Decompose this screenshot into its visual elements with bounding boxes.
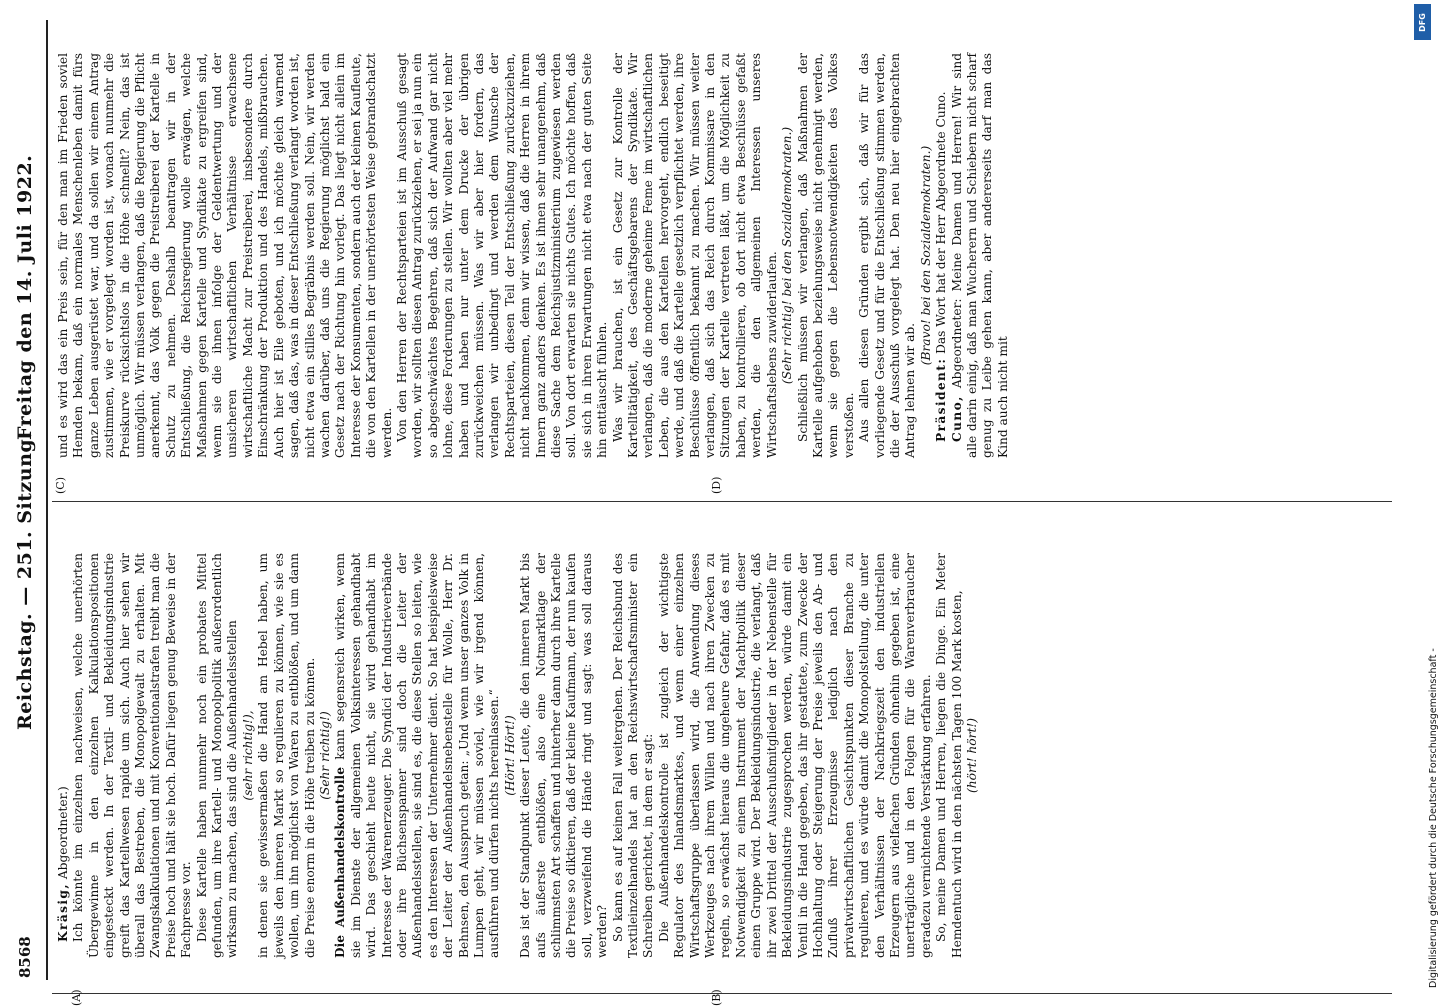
interjection: (Sehr richtig! bei den Sozialdemokraten.) [780, 126, 795, 385]
body-paragraph: So, meine Damen und Herren, liegen die Dinge. Ein Meter Hemdentuch wird in den nächsten Tagen 100 Mark kosten, [934, 553, 964, 958]
body-paragraph: Das ist der Standpunkt dieser Leute, die den inneren Markt bis aufs äußerste entblößen, also eine Notmarktlage der schlimmsten Art schaffen und hinterher dann durch ihre Kartelle die Preise so diktieren, daß der kleine Kaufmann, der nun kaufen soll, verzweifelnd die Hände ringt und sagt: was soll daraus werden? [518, 553, 610, 958]
speaker-paragraph [56, 553, 71, 958]
speaker-text: Das Wort hat der Herr Abgeordnete Cuno. [934, 91, 949, 358]
right-column [56, 53, 1396, 458]
body-paragraph: Die Außenhandelskontrolle kann segensreich wirken, wenn sie im Dienste der allgemeinen Volksinteressen gehandhabt wird. Das geschieht heute nicht, sie wird gehandhabt im Interesse der Warenerzeuger. Die Syndici der Industrieverbände oder ihre Büchsenspanner sind doch die Leiter der Außenhandelsstellen, sie sind es, die diese Stellen so leiten, wie es den Interessen der Unternehmer dient. So hat beispielsweise der Leiter der Außenhandelsnebenstelle für Wolle, Herr Dr. Behnsen, den Ausspruch getan: „Und wenn unser ganzes Volk in Lumpen geht, wir müssen soviel, wie wir irgend können, ausführen und dürfen nichts hereinlassen.“ [333, 553, 502, 958]
bold-lead: Die Außenhandelskontrolle [333, 767, 348, 958]
body-paragraph: Von den Herren der Rechtsparteien ist im Ausschuß gesagt worden, wir sollten diesen Antrag zurückziehen, er sei ja nun ein so abgeschwächtes Begehren, daß sich der Aufwand gar nicht lohne, diese Forderungen zu stellen. Wir wollten aber viel mehr haben und haben nur unter dem Drucke der übrigen zurückweichen müssen. Was wir aber hier fordern, das verlangen wir unbedingt und werden dem Wunsche der Rechtsparteien, diesen Teil der Entschließung zurückzuziehen, nicht nachkommen, denn wir wissen, daß die Herren in ihrem Innern ganz anders denken. Es ist ihnen sehr unangenehm, daß diese Sache dem Reichsjustizministerium zugewiesen werden soll. Von dort erwarten sie nichts Gutes. Ich möchte hoffen, daß sie sich in ihren Erwartungen nicht etwa nach der guten Seite hin enttäuscht fühlen. [394, 53, 610, 458]
speaker-paragraph [934, 53, 949, 458]
column-divider [52, 501, 1392, 502]
interjection: (sehr richtig!), [240, 710, 255, 801]
body-paragraph: Die Außenhandelskontrolle ist zugleich der wichtigste Regulator des Inlandsmarktes, und wenn einer einzelnen Wirtschaftsgruppe überlassen wird, die Anwendung dieses Werkzeuges nach ihrem Willen und nach ihren Zwecken zu regeln, so erwächst hieraus die ungeheure Gefahr, daß es mit Notwendigkeit zu einem Instrument der Machtpolitik dieser einen Gruppe wird. Der Bekleidungsindustrie, die verlangt, daß ihr zwei Drittel der Ausschußmitglieder in der Nebenstelle für Bekleidungsindustrie zugesprochen werden, würde damit ein Ventil in die Hand gegeben, das ihr gestattete, zum Zwecke der Hochhaltung oder Steigerung der Preise jeweils den Ab- und Zufluß ihrer Erzeugnisse lediglich nach den privatwirtschaftlichen Gesichtspunkten dieser Branche zu regulieren, und es würde damit die Monopolstellung, die unter den Verhältnissen der Nachkriegszeit den industriellen Erzeugern aus vielfachen Gründen ohnehin gegeben ist, eine unerträgliche und in den Folgen für die Warenverbraucher geradezu vernichtende Verstärkung erfahren. [656, 553, 933, 958]
speaker-text: Abgeordneter.) [56, 786, 70, 884]
body-paragraph: So kann es auf keinen Fall weitergehen. Der Reichsbund des Textileinzelhandels hat an den Reichswirtschaftsminister ein Schreiben gerichtet, in dem er sagt: [610, 553, 656, 958]
speaker-text: Abgeordneter: Meine Damen und Herren! Wir sind alle darin einig, daß man Wucherern und Schiebern nicht scharf genug zu Leibe gehen kann, aber andererseits darf man das Kind auch nicht mit [949, 53, 1010, 458]
margin-mark-d: (D) [710, 476, 723, 494]
margin-mark-a: (A) [70, 989, 83, 1006]
speaker-paragraph [950, 53, 1012, 458]
speaker-name: Kräsig, [56, 883, 70, 942]
body-paragraph: und es wird das ein Preis sein, für den man im Frieden soviel Hemden bekam, daß ein normales Menschenleben damit fürs ganze Leben ausgerüstet war, und da sollen wir einem Antrag zustimmen, wie er vorgelegt worden ist, wonach nunmehr die Preiskurve rücksichtslos in die Höhe schnellt? Nein, das ist unmöglich. Wir müssen verlangen, daß die Regierung die Pflicht anerkennt, das Volk gegen die Preistreiberei der Kartelle in Schutz zu nehmen. Deshalb beantragen wir in der Entschließung, die Reichsregierung wolle erwägen, welche Maßnahmen gegen Kartelle und Syndikate zu ergreifen sind, wenn sie die ihnen infolge der Geldentwertung und der unsicheren wirtschaftlichen Verhältnisse erwachsene wirtschaftliche Macht zur Preistreiberei, insbesondere durch Einschränkung der Produktion und des Handels, mißbrauchen. Auch hier ist Eile geboten, und ich möchte gleich warnend sagen, daß das, was in dieser Entschließung verlangt worden ist, nicht etwa ein stilles Begräbnis werden soll. Nein, wir werden wachen darüber, daß uns die Regierung möglichst bald ein Gesetz nach der Richtung hin vorlegt. Das liegt nicht allein im Interesse der Konsumenten, sondern auch der kleinen Kaufleute, die von den Kartellen in der unerhörtesten Weise gebrandschatzt werden. [56, 53, 394, 458]
margin-mark-b: (B) [710, 989, 723, 1006]
page-number: 8568 [16, 936, 34, 978]
dfg-logo: DFG [1414, 4, 1431, 40]
margin-mark-c: (C) [54, 477, 67, 494]
page-header [10, 20, 48, 980]
body-paragraph: Aus allen diesen Gründen ergibt sich, daß wir für das vorliegende Gesetz und für die Entschließung stimmen werden, die der Ausschuß vorgelegt hat. Den neu hier eingebrachten Antrag lehnen wir ab. [857, 53, 918, 458]
interjection: (Hört! Hört!) [502, 715, 517, 796]
left-column [56, 553, 1396, 958]
digitization-credit [1412, 0, 1439, 1000]
body-paragraph: Ich könnte im einzelnen nachweisen, welche unerhörten Übergewinne in den einzelnen Kalkulationspositionen eingesteckt werden. In der Textil- und Bekleidungsindustrie greift das Kartellwesen rapide um sich. Auch hier sehen wir überall das Bestreben, die Monopolgewalt zu erhalten. Mit Zwangskalkulationen und mit Konventionalstrafen treibt man die Preise hoch und hält sie hoch. Dafür liegen genug Beweise in der Fachpresse vor. [71, 553, 194, 958]
header-left-title: Reichstag. — 251. Sitzung. [14, 431, 36, 730]
rotated-page [10, 20, 1400, 1006]
body-paragraph: Schließlich müssen wir verlangen, daß Maßnahmen der Kartelle aufgehoben beziehungsweise nicht genehmigt werden, wenn sie gegen die Lebensnotwendigkeiten des Volkes verstoßen. [795, 53, 856, 458]
credit-text: Digitalisierung gefördert durch die Deutsche Forschungsgemeinschaft - [1428, 648, 1439, 988]
interjection: (Bravo! bei den Sozialdemokraten.) [918, 145, 933, 366]
body-paragraph: in denen sie gewissermaßen die Hand am Hebel haben, um jeweils den inneren Markt so regulieren zu können, wie sie es wollen, um ihn möglichst von Waren zu entblößen, und um dann die Preise enorm in die Höhe treiben zu können. [256, 553, 317, 958]
speaker-name: Cuno, [949, 395, 964, 442]
body-paragraph: Diese Kartelle haben nunmehr noch ein probates Mittel gefunden, um ihre Kartell- und Monopolpolitik außerordentlich wirksam zu machen, das sind die Außenhandelsstellen [194, 553, 240, 958]
body-paragraph: Was wir brauchen, ist ein Gesetz zur Kontrolle der Kartelltätigkeit, des Geschäftsgebarens der Syndikate. Wir verlangen, daß die moderne geheime Feme im wirtschaftlichen Leben, die aus den Kartellen hervorgeht, endlich beseitigt werde, und daß die Kartelle gesetzlich verpflichtet werden, ihre Beschlüsse öffentlich bekannt zu machen. Wir müssen weiter verlangen, daß sich das Reich durch Kommissare in den Sitzungen der Kartelle vertreten läßt, um die Möglichkeit zu haben, zu kontrollieren, ob dort nicht etwa Beschlüsse gefaßt werden, die den allgemeinen Interessen unseres Wirtschaftslebens zuwiderlaufen. [610, 53, 779, 458]
speaker-name: Präsident: [934, 357, 949, 442]
interjection: (Sehr richtig!) [317, 711, 332, 800]
interjection: (hört! hört!) [964, 718, 979, 793]
header-right-title: Freitag den 14. Juli 1922. [14, 154, 36, 440]
